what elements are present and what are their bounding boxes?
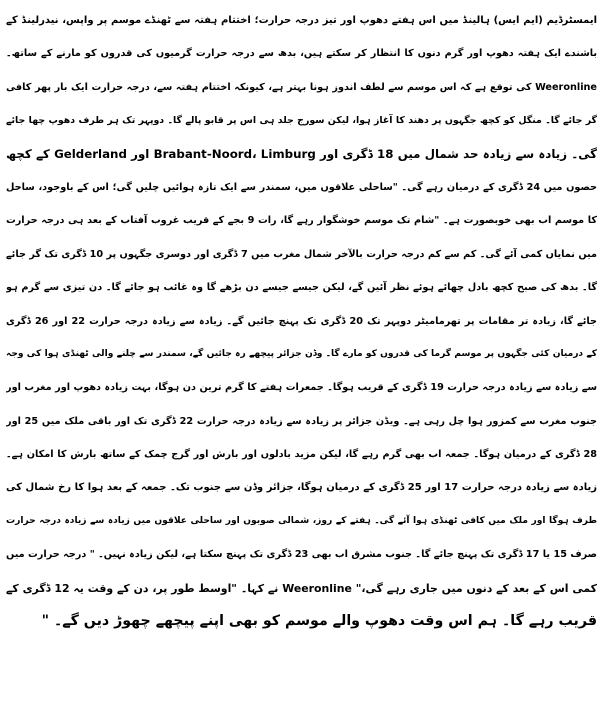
article-line: حصوں میں 24 ڈگری کے درمیان رہے گی۔ "ساحلی علاقوں میں، سمندر سے ایک تازہ ہوائیں چلیں گی؛ اس کے باوجود، ساحل [6,181,597,193]
article-line: طرف ہوگا اور ملک میں کافی ٹھنڈی ہوا آئے گی۔ ہفتے کے روز، شمالی صوبوں اور ساحلی علاقوں میں زیادہ سے زیادہ درجہ حرارت [6,515,597,526]
article-line: کمی اس کے بعد کے دنوں میں جاری رہے گی،" Weeronline نے کہا۔ "اوسط طور پر، دن کے وقت یہ 12 ڈگری کے [6,581,597,595]
article-line: جائے گا، زیادہ تر مقامات پر تھرمامیٹر دوپہر تک 20 ڈگری تک پہنچ جائیں گے۔ زیادہ سے زیادہ درجہ حرارت 22 اور 26 ڈگری [6,315,597,327]
article-line: سے زیادہ سے زیادہ درجہ حرارت 19 ڈگری کے قریب ہوگا۔ جمعرات ہفتے کا گرم ترین دن ہوگا، بہت زیادہ دھوپ اور مغرب اور [6,382,597,394]
article-line: کے درمیان کئی جگہوں پر موسم گرما کی قدروں کو مارے گا۔ وڈن جزائر پیچھے رہ جائیں گے، سمندر سے چلنے والی ٹھنڈی ہوا کی وجہ [6,348,597,359]
article-line: ایمسٹرڈیم (ایم ایس) ہالینڈ میں اس ہفتے دھوپ اور تیز درجہ حرارت؛ اختتام ہفتہ سے ٹھنڈے موسم پر واپس، نیدرلینڈ کے [6,15,597,26]
article-line: 28 ڈگری کے درمیان ہوگا۔ جمعہ اب بھی گرم رہے گا، لیکن مزید بادلوں اور بارش اور گرج چمک کے ساتھ بارش کا امکان ہے۔ [6,449,597,461]
article-line: میں نمایاں کمی آئے گی۔ کم سے کم درجہ حرارت بالآخر شمال مغرب میں 7 ڈگری اور دوسری جگہوں پر 10 ڈگری تک گر جائے [6,248,597,260]
article-line: Weeronline کی توقع ہے کہ اس موسم سے لطف اندوز ہونا بہتر ہے، کیونکہ اختتام ہفتہ سے، درجہ حرارت ایک بار پھر کافی [6,81,597,93]
article-line: گی۔ زیادہ سے زیادہ حد شمال میں 18 ڈگری اور Brabant-Noord، Limburg اور Gelderland کے کچھ [6,146,597,161]
article-line: صرف 15 یا 17 ڈگری تک پہنچ جائے گا۔ جنوب مشرق اب بھی 23 ڈگری تک پہنچ سکتا ہے، لیکن زیادہ نہیں۔ " درجہ حرارت میں [6,549,597,561]
article-line: گا۔ بدھ کی صبح کچھ بادل چھائے ہوئے نظر آئیں گے، لیکن جیسے جیسے دن بڑھے گا وہ غائب ہو جائے گا۔ دن تیزی سے گرم ہو [6,282,597,294]
article-line: قریب رہے گا۔ ہم اس وقت دھوپ والے موسم کو بھی اپنے پیچھے چھوڑ دیں گے۔ " [41,613,597,630]
article-line: کا موسم اب بھی خوبصورت ہے۔ "شام تک موسم خوشگوار رہے گا، رات 9 بجے کے قریب غروب آفتاب کے بعد ہی درجہ حرارت [6,215,597,227]
article-line: گر جائے گا۔ منگل کو کچھ جگہوں پر دھند کا آغاز ہوا، لیکن سورج جلد ہی اس پر قابو پالے گا۔ دوپہر تک ہر طرف دھوپ چھا جائے [6,115,597,127]
article-line: باشندے ایک ہفتہ دھوپ اور گرم دنوں کا انتظار کر سکتے ہیں، بدھ سے درجہ حرارت گرمیوں کی قدروں کو مارنے کے ساتھ۔ [6,48,597,60]
article-line: زیادہ سے زیادہ درجہ حرارت 17 اور 25 ڈگری کے درمیان ہوگا، جزائر وڈن سے جنوب تک۔ جمعہ کے بعد ہوا کا رخ شمال کی [6,482,597,494]
article-line: جنوب مغرب سے کمزور ہوا چل رہی ہے۔ ویڈن جزائر پر زیادہ سے زیادہ درجہ حرارت 22 ڈگری تک اور باقی ملک میں 25 اور [6,415,597,427]
